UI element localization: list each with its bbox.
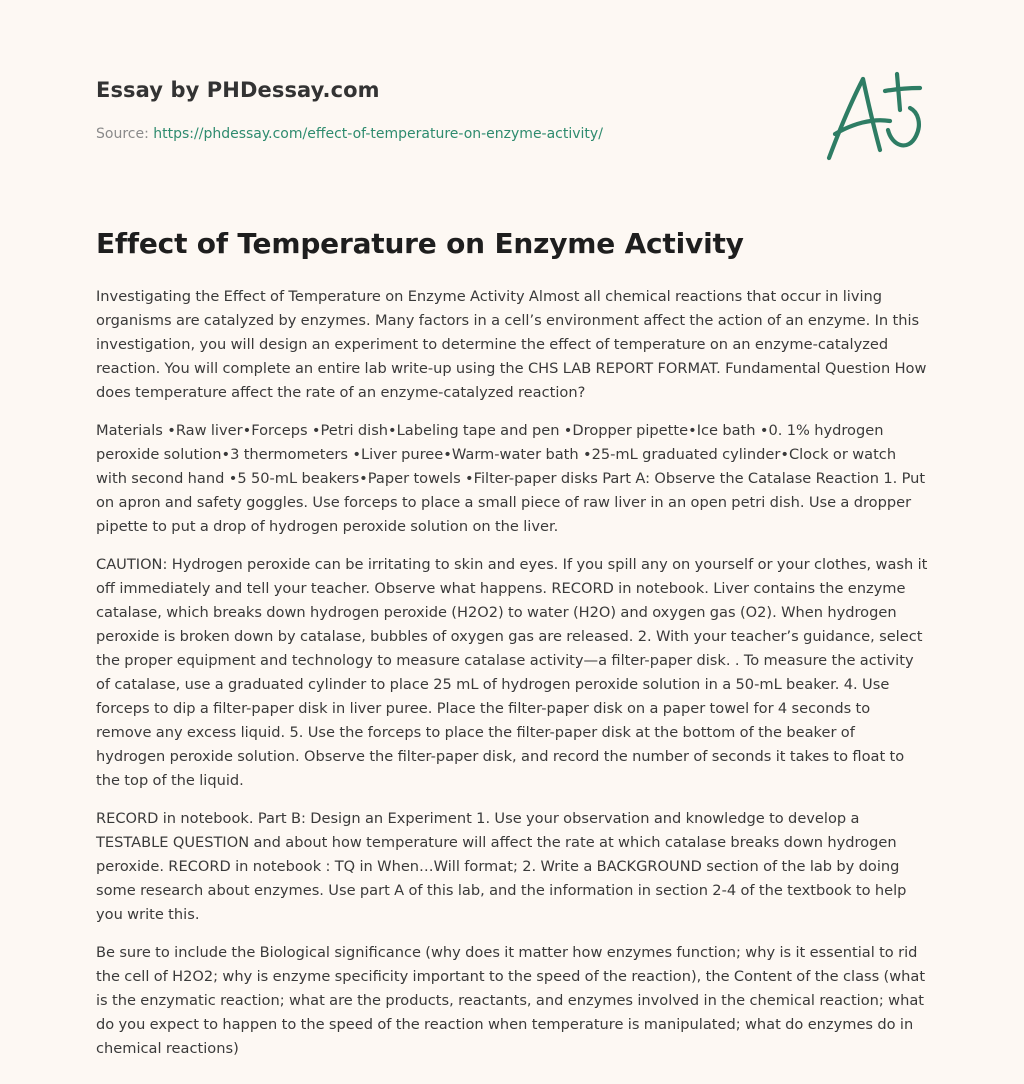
source-label: Source:	[96, 126, 154, 142]
site-brand: Essay by PHDessay.com	[96, 78, 380, 102]
a-plus-grade-icon	[820, 66, 930, 166]
paragraph: Materials •Raw liver•Forceps •Petri dish•Labeling tape and pen •Dropper pipette•Ice bath •0. 1% hydrogen peroxide solution•3 thermometers •Liver puree•Warm-water bath •25-mL graduated cylinder•Clock or watch with second hand •5 50-mL beakers•Paper towels •Filter-paper disks Part A: Observe the Catalase Reaction 1. Put on apron and safety goggles. Use forceps to place a small piece of raw liver in an open petri dish. Use a dropper pipette to put a drop of hydrogen peroxide solution on the liver.	[96, 422, 926, 535]
essay-body	[96, 285, 928, 1075]
paragraph: RECORD in notebook. Part B: Design an Experiment 1. Use your observation and knowledge to develop a TESTABLE QUESTION and about how temperature will affect the rate at which catalase breaks down hydrogen peroxide. RECORD in notebook : TQ in When…Will format; 2. Write a BACKGROUND section of the lab by doing some research about enzymes. Use part A of this lab, and the information in section 2-4 of the textbook to help you write this.	[96, 810, 907, 923]
essay-title: Effect of Temperature on Enzyme Activity	[96, 227, 744, 260]
source-line	[96, 124, 796, 144]
source-link[interactable]: https://phdessay.com/effect-of-temperature-on-enzyme-activity/	[153, 126, 603, 142]
paragraph: CAUTION: Hydrogen peroxide can be irritating to skin and eyes. If you spill any on yourself or your clothes, wash it off immediately and tell your teacher. Observe what happens. RECORD in notebook. Liver contains the enzyme catalase, which breaks down hydrogen peroxide (H2O2) to water (H2O) and oxygen gas (O2). When hydrogen peroxide is broken down by catalase, bubbles of oxygen gas are released. 2. With your teacher’s guidance, select the proper equipment and technology to measure catalase activity—a filter-paper disk. . To measure the activity of catalase, use a graduated cylinder to place 25 mL of hydrogen peroxide solution in a 50-mL beaker. 4. Use forceps to dip a filter-paper disk in liver puree. Place the filter-paper disk on a paper towel for 4 seconds to remove any excess liquid. 5. Use the forceps to place the filter-paper disk at the bottom of the beaker of hydrogen peroxide solution. Observe the filter-paper disk, and record the number of seconds it takes to float to the top of the liquid.	[96, 556, 928, 789]
paragraph: Be sure to include the Biological significance (why does it matter how enzymes function; why is it essential to rid the cell of H2O2; why is enzyme specificity important to the speed of the reaction), the Content of the class (what is the enzymatic reaction; what are the products, reactants, and enzymes involved in the chemical reaction; what do you expect to happen to the speed of the reaction when temperature is manipulated; what do enzymes do in chemical reactions)	[96, 944, 926, 1057]
paragraph: Investigating the Effect of Temperature on Enzyme Activity Almost all chemical reactions that occur in living organisms are catalyzed by enzymes. Many factors in a cell’s environment affect the action of an enzyme. In this investigation, you will design an experiment to determine the effect of temperature on an enzyme-catalyzed reaction. You will complete an entire lab write-up using the CHS LAB REPORT FORMAT. Fundamental Question How does temperature affect the rate of an enzyme-catalyzed reaction?	[96, 288, 927, 401]
essay-header	[96, 76, 796, 144]
